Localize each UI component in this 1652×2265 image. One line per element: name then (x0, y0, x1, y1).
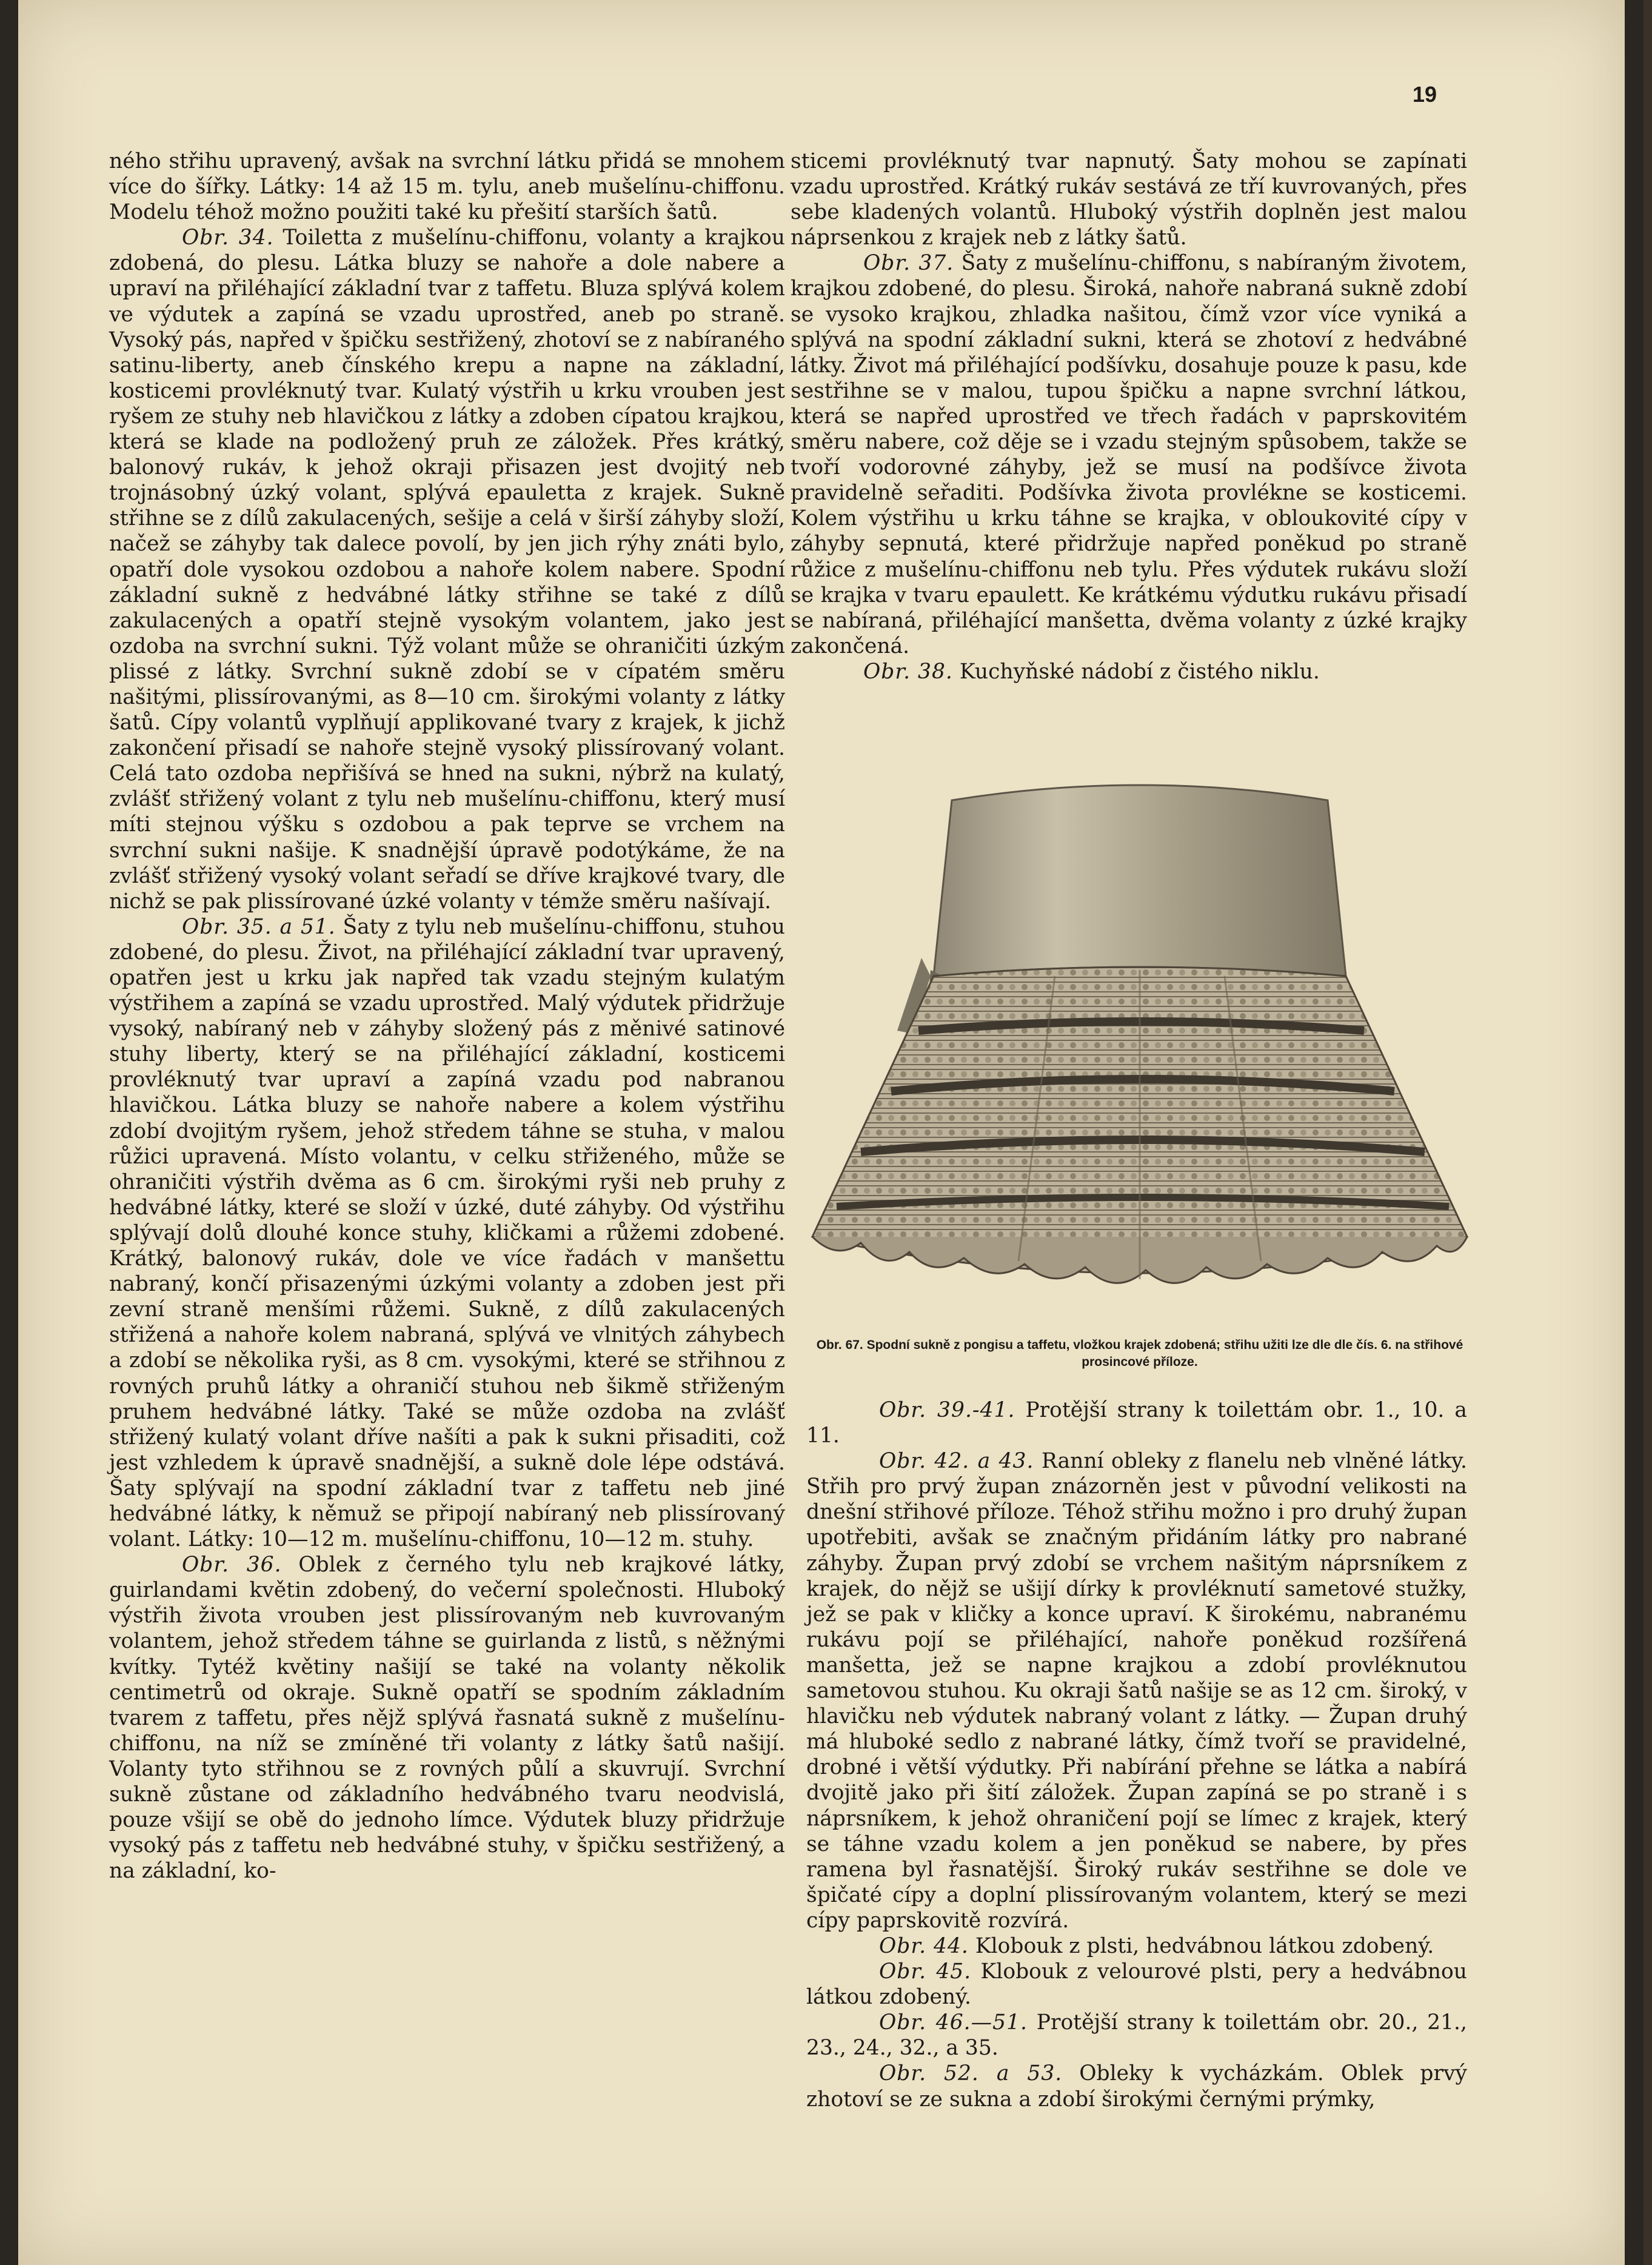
page-number: 19 (1413, 82, 1437, 107)
figure-ref: Obr. 35. a 51. (182, 914, 336, 939)
figure-ref: Obr. 45. (879, 1959, 972, 1984)
page-edge (1644, 0, 1652, 2265)
paragraph (791, 250, 1467, 659)
right-column-top (791, 149, 1467, 684)
figure-ref: Obr. 46.—51. (879, 2010, 1028, 2035)
magazine-page (18, 0, 1625, 2265)
paragraph-text: Klobouk z plsti, hedvábnou látkou zdobený. (968, 1933, 1434, 1958)
figure-ref: Obr. 52. a 53. (879, 2061, 1063, 2086)
paragraph (109, 225, 785, 914)
paragraph-text: Obleky k vycházkám. Oblek prvý zhotoví se ze sukna a zdobí širokými černými prýmky, (806, 2061, 1467, 2112)
paragraph-text: Toiletta z mušelínu-chiffonu, volanty a krajkou zdobená, do plesu. Látka bluzy se nahoře a dole nabere a upraví na přiléhající základní tvar z taffetu. Bluza splývá kolem ve výdutek a zapíná se vzadu uprostřed, aneb po straně. Vysoký pás, napřed v špičku sestřižený, zhotoví se z nabíraného satinu-liberty, aneb čínského krepu a napne na základní, kosticemi provléknutý tvar. Kulatý výstřih u krku vrouben jest ryšem ze stuhy neb hlavičkou z látky a zdoben cípatou krajkou, která se klade na podložený pruh ze záložek. Přes krátký, balonový rukáv, k jehož okraji přisazen jest dvojitý neb trojnásobný úzký volant, splývá epauletta z krajek. Sukně střihne se z dílů zakulacených, sešije a celá v širší záhyby složí, načež se záhyby tak dalece povolí, by jen jich rýhy znáti bylo, opatří dole vysokou ozdobou a nahoře kolem nabere. Spodní základní sukně z hedvábné látky střihne se také z dílů zakulacených a opatří stejně vysokým volantem, jako jest ozdoba na svrchní sukni. Týž volant může se ohraničiti úzkým plissé z látky. Svrchní sukně zdobí se v cípatém směru našitými, plissírovanými, as 8—10 cm. širokými volanty z látky šatů. Cípy volantů vyplňují applikované tvary z krajek, k jichž zakončení přisadí se nahoře stejně vysoký plissírovaný volant. Celá tato ozdoba nepřišívá se hned na sukni, nýbrž na kulatý, zvlášť střižený volant z tylu neb mušelínu-chiffonu, který musí míti stejnou výšku s ozdobou a pak teprve se vrchem na svrchní sukni našije. K snadnější úpravě podotýkáme, že na zvlášť střižený vysoký volant seřadí se dříve krajkové tvary, dle nichž se pak plissírované úzké volanty v témže směru našívají. (109, 226, 785, 914)
paragraph (806, 1397, 1467, 1448)
paragraph-text: Protější strany k toilettám obr. 1., 10. a 11. (806, 1398, 1467, 1448)
paragraph (806, 2010, 1467, 2061)
figure-ref: Obr. 36. (182, 1553, 282, 1577)
paragraph-text: Protější strany k toilettám obr. 20., 21., 23., 24., 32., a 35. (806, 2010, 1467, 2061)
paragraph-text: Klobouk z velourové plsti, pery a hedvábnou látkou zdobený. (806, 1959, 1468, 2010)
paragraph (806, 1959, 1467, 2010)
paragraph-text: Šaty z tylu neb mušelínu-chiffonu, stuhou zdobené, do plesu. Život, na přiléhající základní tvar upravený, opatřen jest u krku jak napřed tak vzadu stejným kulatým výstřihem a zapíná se vzadu uprostřed. Malý výdutek přidržuje vysoký, nabíraný neb v záhyby složený pás z měnivé satinové stuhy liberty, který se na přiléhající základní, kosticemi provléknutý tvar upraví a zapíná vzadu pod nabranou hlavičkou. Látka bluzy se nahoře nabere a kolem výstřihu zdobí dvojitým ryšem, jehož středem táhne se stuha, v malou růžici upravená. Místo volantu, v celku střiženého, může se ohraničiti výstřih dvěma as 6 cm. širokými ryši neb pruhy z hedvábné látky, které se složí v úzké, duté záhyby. Od výstřihu splývají dolů dlouhé konce stuhy, kličkami a růžemi zdobené. Krátký, balonový rukáv, dole ve více řadách v manšettu nabraný, končí přisazenými úzkými volanty a zdoben jest při zevní straně menšími růžemi. Sukně, z dílů zakulacených střižená a nahoře kolem nabraná, splývá ve vlnitých záhybech a zdobí se několika ryši, as 8 cm. vysokými, které se střihnou z rovných pruhů látky a ohraničí stuhou neb šikmě střiženým pruhem hedvábné látky. Také se může ozdoba na zvlášť střižený kulatý volant dříve našíti a pak k sukni přisaditi, což jest vzhledem k úpravě snadnější, a sukně dole lépe odstává. Šaty splývají na spodní základní tvar z taffetu neb jiné hedvábné látky, k němuž se připojí nabíraný neb plissírovaný volant. Látky: 10—12 m. mušelínu-chiffonu, 10—12 m. stuhy. (109, 914, 785, 1552)
petticoat-illustration (800, 776, 1479, 1310)
paragraph (791, 659, 1467, 684)
right-column-bottom (806, 1397, 1467, 2112)
paragraph (791, 149, 1467, 250)
figure-caption: Obr. 67. Spodní sukně z pongisu a taffetu, vložkou krajek zdobená; střihu užiti lze dle dle čís. 6. na střihové prosincové příloze. (816, 1338, 1463, 1369)
paragraph (806, 1448, 1467, 1933)
petticoat-image (800, 776, 1479, 1310)
figure-ref: Obr. 42. a 43. (879, 1449, 1034, 1474)
figure-ref: Obr. 44. (879, 1933, 969, 1958)
paragraph (806, 2061, 1467, 2112)
paragraph (109, 1552, 785, 1884)
paragraph-text: sticemi provléknutý tvar napnutý. Šaty mohou se zapínati vzadu uprostřed. Krátký rukáv sestává ze tří kuvrovaných, přes sebe kladených volantů. Hluboký výstřih doplněn jest malou náprsenkou z krajek neb z látky šatů. (791, 149, 1467, 250)
paragraph (109, 149, 785, 225)
paragraph (109, 914, 785, 1552)
figure-ref: Obr. 39.-41. (879, 1398, 1015, 1422)
left-column (109, 149, 785, 1884)
paragraph-text: ného střihu upravený, avšak na svrchní látku přidá se mnohem více do šířky. Látky: 14 až 15 m. tylu, aneb mušelínu-chiffonu. Modelu téhož možno použiti také ku přešití starších šatů. (109, 149, 785, 225)
figure-ref: Obr. 38. (863, 659, 953, 684)
figure-ref: Obr. 34. (182, 226, 274, 250)
paragraph (806, 1933, 1467, 1959)
figure-ref: Obr. 37. (863, 251, 954, 276)
paragraph-text: Ranní obleky z flanelu neb vlněné látky. Střih pro prvý župan znázorněn jest v původní velikosti na dnešní střihové příloze. Téhož střihu možno i pro druhý župan upotřebiti, avšak se značným přidáním látky pro nabrané záhyby. Župan prvý zdobí se vrchem našitým náprsníkem z krajek, do nějž se ušijí dírky k provléknutí sametové stužky, jež se pak v kličky a konce upraví. K širokému, nabranému rukávu pojí se přiléhající, nahoře poněkud rozšířená manšetta, jež se napne krajkou a zdobí provléknutou sametovou stuhou. Ku okraji šatů našije se as 12 cm. široký, v hlavičku neb výdutek nabraný volant z látky. — Župan druhý má hluboké sedlo z nabrané látky, čímž tvoří se pravidelné, drobné i větší výdutky. Při nabírání přehne se látka a nabírá dvojitě jako při šití záložek. Župan zapíná se po straně i s náprsníkem, k jehož ohraničení pojí se límec z krajek, který se táhne vzadu kolem a jen poněkud se nabere, by přes ramena byl řasnatější. Široký rukáv sestřihne se dole ve špičaté cípy a doplní plissírovaným volantem, který se mezi cípy paprskovitě rozvírá. (806, 1449, 1467, 1933)
paragraph-text: Šaty z mušelínu-chiffonu, s nabíraným životem, krajkou zdobené, do plesu. Široká, nahoře nabraná sukně zdobí se vysoko krajkou, zhladka našitou, čímž vzor více vyniká a splývá na spodní základní sukni, která se zhotoví z hedvábné látky. Život má přiléhající podšívku, dosahuje pouze k pasu, kde sestřihne se v malou, tupou špičku a napne svrchní látkou, která se napřed uprostřed ve třech řadách v paprskovitém směru nabere, což děje se i vzadu stejným spůsobem, takže se tvoří vodorovné záhyby, jež se musí na podšívce života pravidelně seřaditi. Podšívka života provlékne se kosticemi. Kolem výstřihu u krku táhne se krajka, v obloukovité cípy v záhyby sepnutá, které přidržuje napřed poněkud po straně růžice z mušelínu-chiffonu neb tylu. Přes výdutek rukávu složí se krajka v tvaru epaulett. Ke krátkému výdutku rukávu přisadí se nabíraná, přiléhající manšetta, dvěma volanty z úzké krajky zakončená. (791, 251, 1468, 658)
paragraph-text: Oblek z černého tylu neb krajkové látky, guirlandami květin zdobený, do večerní společnosti. Hluboký výstřih života vrouben jest plissírovaným neb kuvrovaným volantem, jehož středem táhne se guirlanda z listů, s něžnými kvítky. Tytéž květiny našijí se také na volanty několik centimetrů od okraje. Sukně opatří se spodním základním tvarem z taffetu, přes nějž splývá řasnatá sukně z mušelínu-chiffonu, na níž se zmíněné tři volanty z látky šatů našijí. Volanty tyto střihnou se z rovných půlí a skuvrují. Svrchní sukně zůstane od základního hedvábného tvaru neodvislá, pouze všijí se obě do jednoho límce. Výdutek bluzy přidržuje vysoký pás z taffetu neb hedvábné stuhy, v špičku sestřižený, a na základní, ko- (109, 1553, 785, 1884)
paragraph-text: Kuchyňské nádobí z čistého niklu. (952, 659, 1320, 684)
